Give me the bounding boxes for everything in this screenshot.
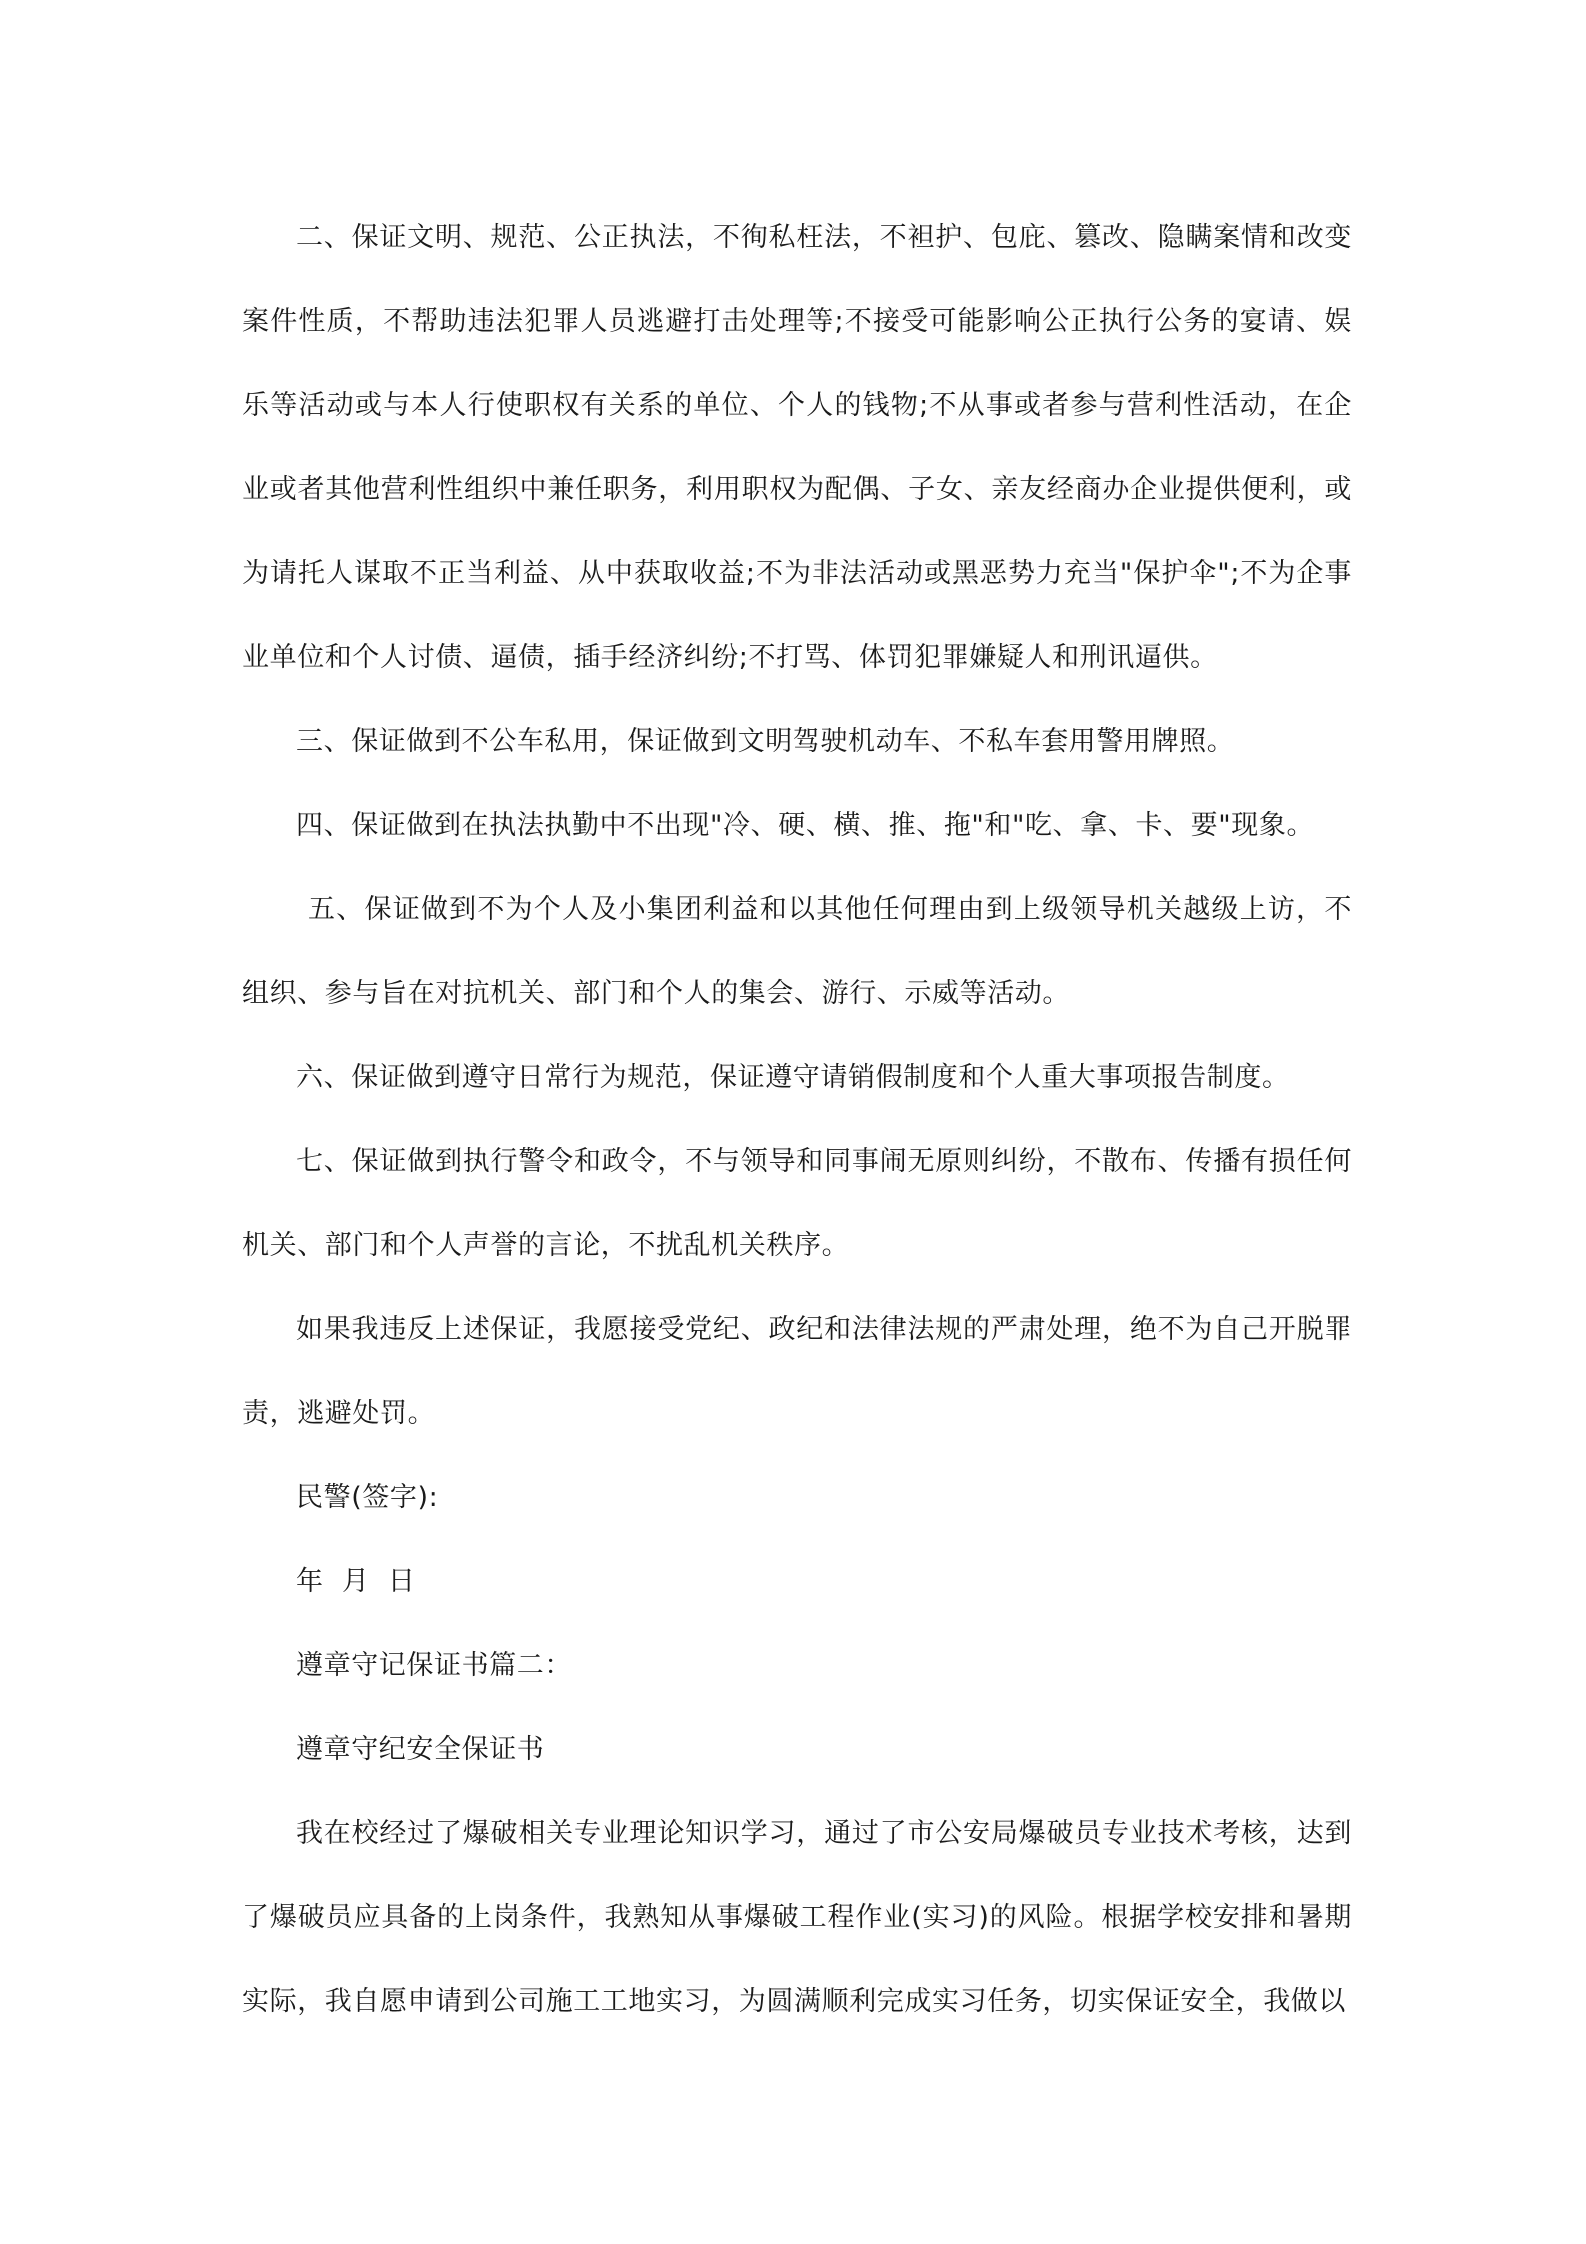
paragraph-item-2: 二、保证文明、规范、公正执法，不徇私枉法，不袒护、包庇、篡改、隐瞒案情和改变案件性质，不帮助违法犯罪人员逃避打击处理等;不接受可能影响公正执行公务的宴请、娱乐等活动或与本人行使职权有关系的单位、个人的钱物;不从事或者参与营利性活动，在企业或者其他营利性组织中兼任职务，利用职权为配偶、子女、亲友经商办企业提供便利，或为请托人谋取不正当利益、从中获取收益;不为非法活动或黑恶势力充当"保护伞";不为企事业单位和个人讨债、逼债，插手经济纠纷;不打骂、体罚犯罪嫌疑人和刑讯逼供。 — [242, 222, 1352, 673]
paragraph-item-6: 六、保证做到遵守日常行为规范，保证遵守请销假制度和个人重大事项报告制度。 — [296, 1062, 1290, 1093]
paragraph-closing: 如果我违反上述保证，我愿接受党纪、政纪和法律法规的严肃处理，绝不为自己开脱罪责，逃避处罚。 — [242, 1314, 1352, 1429]
intro-paragraph: 我在校经过了爆破相关专业理论知识学习，通过了市公安局爆破员专业技术考核，达到了爆破员应具备的上岗条件，我熟知从事爆破工程作业(实习)的风险。根据学校安排和暑期实际，我自愿申请到公司施工工地实习，为圆满顺利完成实习任务，切实保证安全，我做以 — [242, 1818, 1352, 2017]
paragraph-item-5: 五、保证做到不为个人及小集团利益和以其他任何理由到上级领导机关越级上访，不组织、参与旨在对抗机关、部门和个人的集会、游行、示威等活动。 — [242, 894, 1352, 1009]
document-title: 遵章守纪安全保证书 — [296, 1734, 545, 1765]
date-label: 年 月 日 — [296, 1566, 416, 1597]
document-body — [242, 196, 1352, 2044]
paragraph-item-4: 四、保证做到在执法执勤中不出现"冷、硬、横、推、拖"和"吃、拿、卡、要"现象。 — [296, 810, 1315, 841]
section-title: 遵章守记保证书篇二： — [296, 1650, 572, 1681]
signature-label: 民警(签字): — [296, 1482, 439, 1513]
paragraph-item-3: 三、保证做到不公车私用，保证做到文明驾驶机动车、不私车套用警用牌照。 — [296, 726, 1235, 757]
paragraph-item-7: 七、保证做到执行警令和政令，不与领导和同事闹无原则纠纷，不散布、传播有损任何机关、部门和个人声誉的言论，不扰乱机关秩序。 — [242, 1146, 1352, 1261]
